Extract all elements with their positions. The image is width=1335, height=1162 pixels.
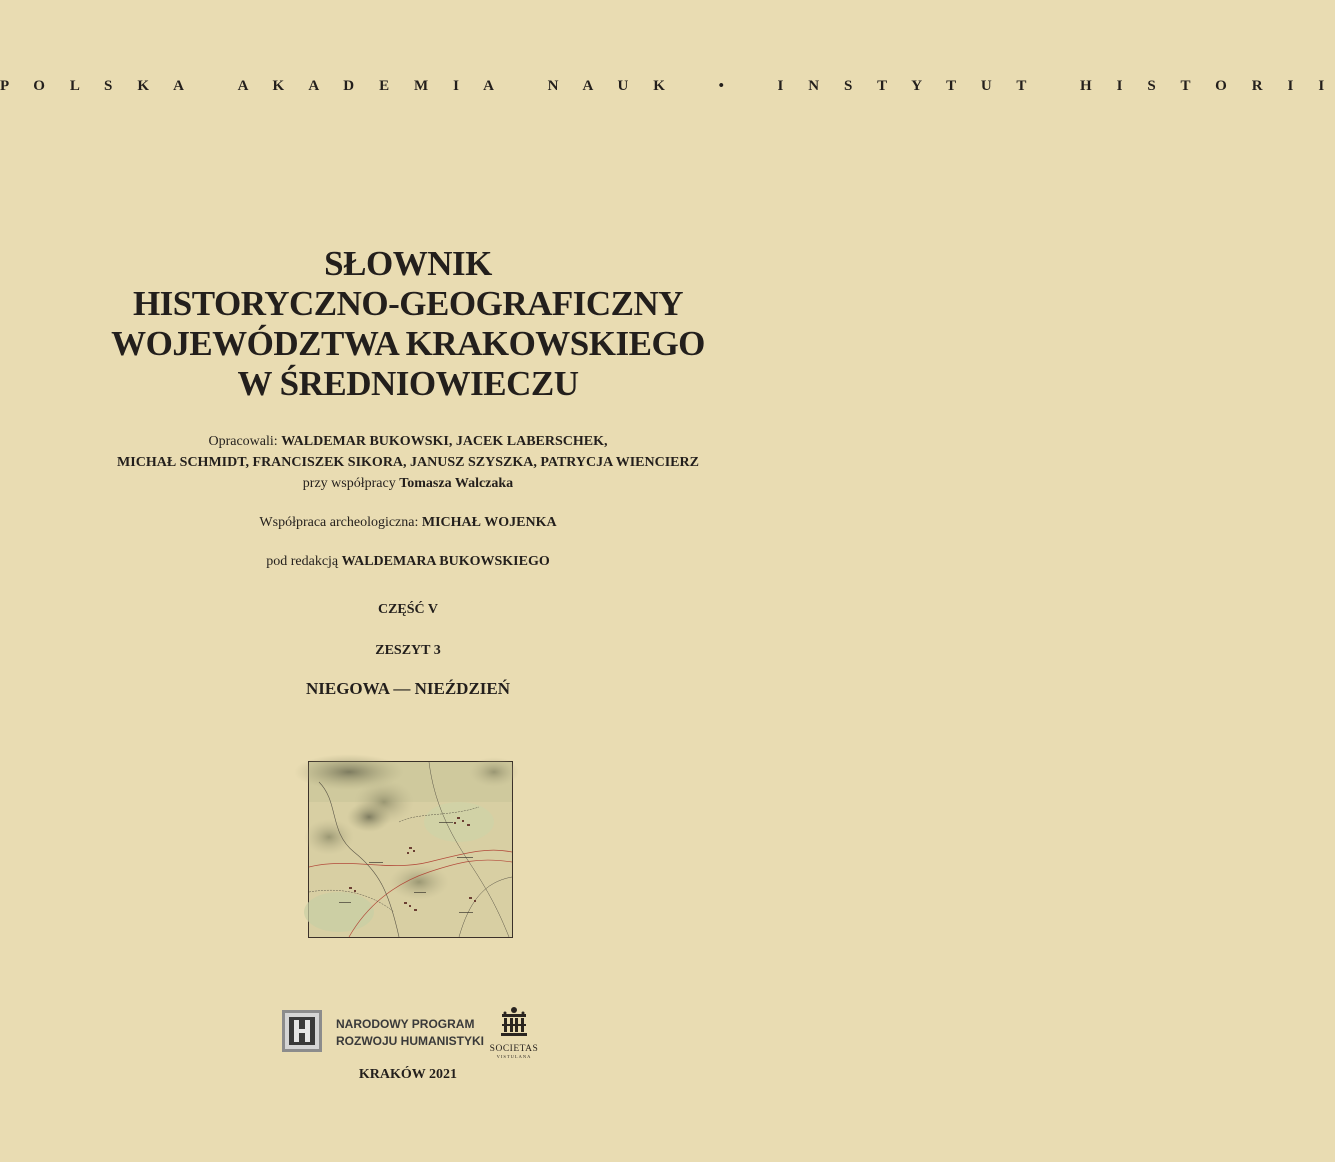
title-line: SŁOWNIK bbox=[324, 244, 492, 283]
societas-subname: VISTULANA bbox=[496, 1054, 532, 1059]
title-line: WOJEWÓDZTWA KRAKOWSKIEGO bbox=[111, 324, 705, 363]
editor-prefix: pod redakcją bbox=[266, 554, 342, 569]
nprh-logo-icon bbox=[282, 1010, 322, 1052]
collab-name: Tomasza Walczaka bbox=[399, 476, 514, 491]
authors-names-line1: WALDEMAR BUKOWSKI, JACEK LABERSCHEK, bbox=[281, 434, 608, 449]
societas-name: SOCIETAS bbox=[489, 1044, 539, 1054]
societas-emblem-icon bbox=[499, 1006, 529, 1038]
archeology-name: MICHAŁ WOJENKA bbox=[421, 515, 557, 530]
place-and-year: KRAKÓW 2021 bbox=[358, 1067, 458, 1082]
authors-prefix: Opracowali: bbox=[208, 434, 282, 449]
nprh-name bbox=[336, 1016, 484, 1050]
archeology-prefix: Współpraca archeologiczna: bbox=[259, 515, 422, 530]
historical-map-image bbox=[308, 761, 513, 938]
societas-logo bbox=[486, 1006, 542, 1066]
sponsor-logos bbox=[282, 1006, 542, 1066]
editor-name: WALDEMARA BUKOWSKIEGO bbox=[341, 554, 550, 569]
issue-label: ZESZYT 3 bbox=[375, 643, 441, 658]
editor-credit bbox=[0, 551, 816, 572]
book-title bbox=[0, 244, 816, 404]
part-label: CZĘŚĆ V bbox=[377, 602, 439, 617]
nprh-line1: NARODOWY PROGRAM bbox=[336, 1017, 475, 1031]
institution-header: P O L S K A A K A D E M I A N A U K • I N S T Y T U T H I S T O R I I bbox=[0, 78, 1335, 94]
nprh-line2: ROZWOJU HUMANISTYKI bbox=[336, 1034, 484, 1048]
authors-block bbox=[0, 431, 816, 494]
map-illustration bbox=[309, 762, 512, 937]
collab-prefix: przy współpracy bbox=[302, 476, 400, 491]
title-line: W ŚREDNIOWIECZU bbox=[237, 364, 579, 403]
authors-names-line2: MICHAŁ SCHMIDT, FRANCISZEK SIKORA, JANUSZ SZYSZKA, PATRYCJA WIENCIERZ bbox=[117, 455, 699, 470]
title-line: HISTORYCZNO-GEOGRAFICZNY bbox=[132, 284, 684, 323]
archeology-credit bbox=[0, 512, 816, 533]
entry-range: NIEGOWA — NIEŹDZIEŃ bbox=[305, 679, 511, 698]
